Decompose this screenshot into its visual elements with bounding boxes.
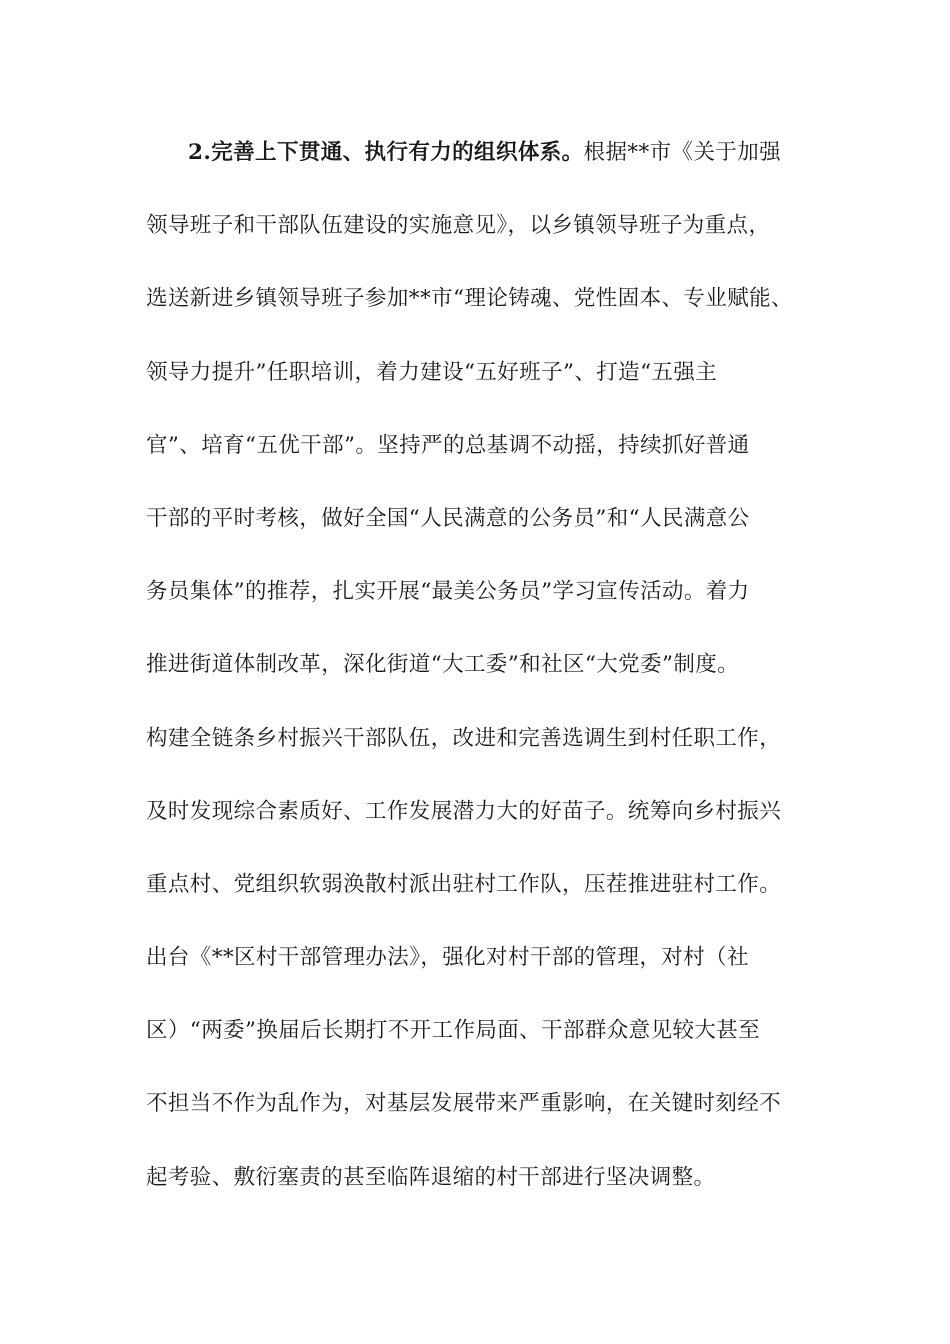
paragraph-line: 及时发现综合素质好、工作发展潜力大的好苗子。统筹向乡村振兴 [146, 798, 782, 824]
paragraph-line: 领导力提升”任职培训，着力建设“五好班子”、打造“五强主 [146, 359, 718, 385]
paragraph-line: 领导班子和干部队伍建设的实施意见》，以乡镇领导班子为重点， [146, 213, 771, 239]
body-paragraph [146, 130, 816, 1228]
paragraph-line: 构建全链条乡村振兴干部队伍，改进和完善选调生到村任职工作， [146, 725, 782, 751]
paragraph-line: 重点村、党组织软弱涣散村派出驻村工作队，压茬推进驻村工作。 [146, 871, 782, 897]
paragraph-line: 不担当不作为乱作为，对基层发展带来严重影响，在关键时刻经不 [146, 1091, 782, 1117]
paragraph-line: 干部的平时考核，做好全国“人民满意的公务员”和“人民满意公 [146, 505, 750, 531]
heading-line-rest: 根据**市《关于加强 [583, 140, 782, 165]
paragraph-line: 推进街道体制改革，深化街道“大工委”和社区“大党委”制度。 [146, 652, 740, 678]
section-heading: 2.完善上下贯通、执行有力的组织体系。 [188, 140, 584, 165]
paragraph-line: 选送新进乡镇领导班子参加**市“理论铸魂、党性固本、专业赋能、 [146, 286, 793, 312]
paragraph-line: 出台《**区村干部管理办法》，强化对村干部的管理，对村（社 [146, 945, 749, 971]
paragraph-line: 官”、培育“五优干部”。坚持严的总基调不动摇，持续抓好普通 [146, 432, 750, 458]
paragraph-line: 务员集体”的推荐，扎实开展“最美公务员”学习宣传活动。着力 [146, 579, 750, 605]
paragraph-line-1 [146, 130, 816, 203]
paragraph-line: 起考验、敷衍塞责的甚至临阵退缩的村干部进行坚决调整。 [146, 1164, 716, 1190]
paragraph-line: 区）“两委”换届后长期打不开工作局面、干部群众意见较大甚至 [146, 1018, 761, 1044]
